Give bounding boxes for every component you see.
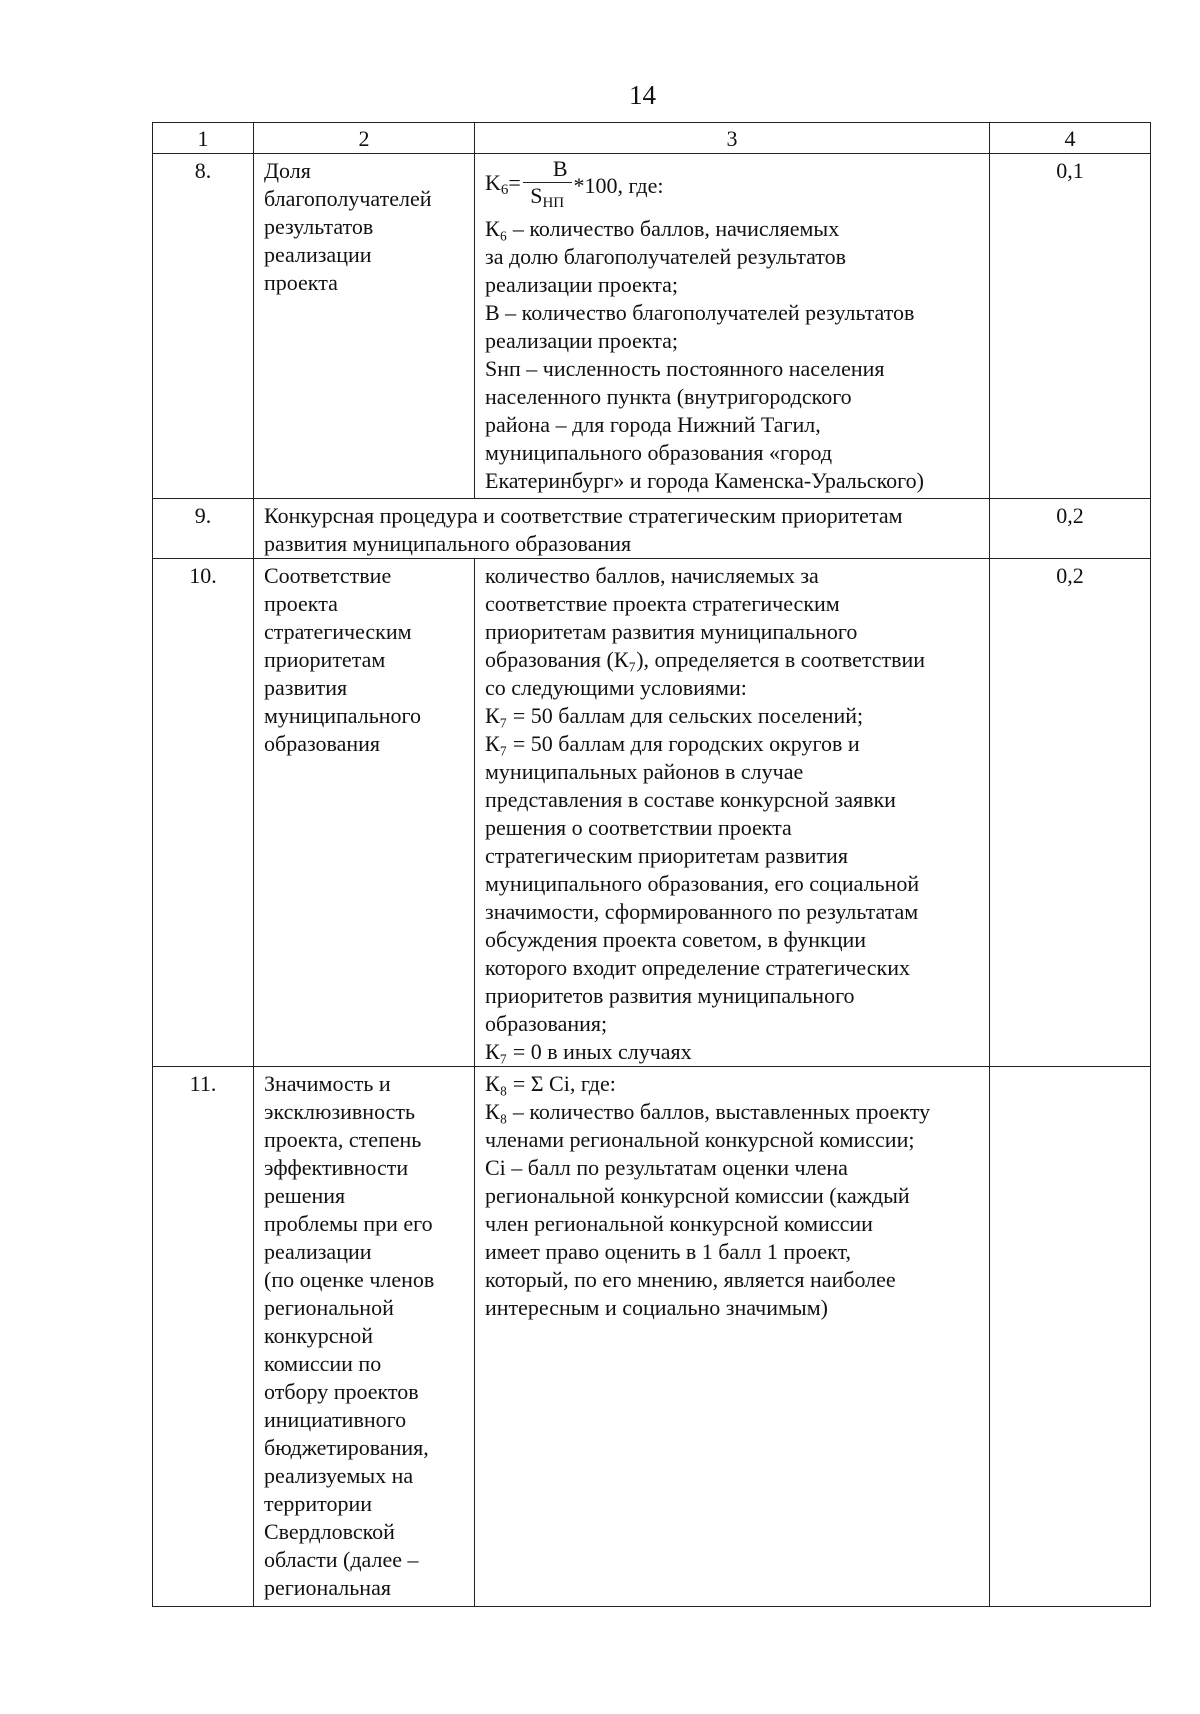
description-line: образования;	[485, 1011, 608, 1036]
criterion-name-line: Доля	[264, 158, 311, 183]
description-line: К₈ – количество баллов, выставленных проекту	[485, 1099, 931, 1124]
criterion-name-line: Значимость и	[264, 1071, 391, 1096]
criterion-name-line: (по оценке членов	[264, 1267, 435, 1292]
description-line: соответствие проекта стратегическим	[485, 591, 840, 616]
criterion-name-line: приоритетам	[264, 647, 386, 672]
criterion-name-line: инициативного	[264, 1407, 407, 1432]
criterion-name-line: реализации	[264, 1239, 372, 1264]
table-row-9	[153, 499, 1151, 559]
row-number-cell: 10.	[153, 559, 254, 1067]
criterion-name-cell	[254, 154, 475, 499]
calculation-cell	[475, 559, 990, 1067]
weight-cell: 0,1	[990, 154, 1151, 499]
weight-cell	[990, 1067, 1151, 1607]
description-line: реализации проекта;	[485, 272, 678, 297]
criterion-name-line: эксклюзивность	[264, 1099, 416, 1124]
description-line: Ci – балл по результатам оценки члена	[485, 1155, 848, 1180]
denominator-symbol: S	[530, 183, 543, 208]
description-line: обсуждения проекта советом, в функции	[485, 927, 867, 952]
description-line: В – количество благополучателей результатов	[485, 300, 915, 325]
description-line: К₇ = 50 баллам для городских округов и	[485, 731, 860, 756]
table-header-row	[153, 123, 1151, 154]
description-line: региональной конкурсной комиссии (каждый	[485, 1183, 910, 1208]
calculation-cell	[475, 1067, 990, 1607]
description-line: который, по его мнению, является наиболее	[485, 1267, 896, 1292]
formula-rhs: *100, где:	[573, 173, 664, 198]
criterion-name-line: конкурсной	[264, 1323, 374, 1348]
formula-fraction	[523, 156, 572, 216]
section-title-cell	[254, 499, 990, 559]
criterion-name-line: Свердловской	[264, 1519, 395, 1544]
description-line: имеет право оценить в 1 балл 1 проект,	[485, 1239, 852, 1264]
description-line: со следующими условиями:	[485, 675, 747, 700]
criterion-name-line: проекта	[264, 591, 338, 616]
table-row-8	[153, 154, 1151, 499]
weight-cell: 0,2	[990, 559, 1151, 1067]
formula-equals: =	[508, 169, 521, 195]
weight-cell: 0,2	[990, 499, 1151, 559]
criterion-name-cell	[254, 559, 475, 1067]
criterion-name-line: территории	[264, 1491, 373, 1516]
formula-lhs	[485, 169, 521, 204]
criterion-name-line: региональной	[264, 1295, 394, 1320]
description-line: значимости, сформированного по результатам	[485, 899, 919, 924]
row-number-cell: 8.	[153, 154, 254, 499]
description-line: К₈ = Σ Ci, где:	[485, 1071, 616, 1096]
description-line: членами региональной конкурсной комиссии;	[485, 1127, 915, 1152]
criterion-name-line: эффективности	[264, 1155, 409, 1180]
formula-lhs-subscript: 6	[500, 181, 509, 198]
description-line: решения о соответствии проекта	[485, 815, 792, 840]
formula-lhs-symbol: K	[485, 169, 501, 195]
criterion-name-line: благополучателей	[264, 186, 432, 211]
row-number-cell: 11.	[153, 1067, 254, 1607]
criterion-name-line: развития	[264, 675, 348, 700]
criterion-name-line: Соответствие	[264, 563, 392, 588]
description-line: Sнп – численность постоянного населения	[485, 356, 885, 381]
criterion-name-line: решения	[264, 1183, 346, 1208]
description-line: приоритетам развития муниципального	[485, 619, 858, 644]
header-cell-1: 1	[153, 123, 254, 154]
description-line: за долю благополучателей результатов	[485, 244, 847, 269]
row-number-cell: 9.	[153, 499, 254, 559]
description-line: Екатеринбург» и города Каменска-Уральского)	[485, 468, 924, 493]
header-cell-3: 3	[475, 123, 990, 154]
criterion-name-cell	[254, 1067, 475, 1607]
criterion-name-line: проблемы при его	[264, 1211, 433, 1236]
criterion-name-line: реализуемых на	[264, 1463, 414, 1488]
criterion-name-line: результатов	[264, 214, 374, 239]
description-line: населенного пункта (внутригородского	[485, 384, 852, 409]
criterion-name-line: проекта	[264, 270, 338, 295]
criterion-name-line: образования	[264, 731, 381, 756]
page-number: 14	[629, 80, 656, 110]
description-line: муниципального образования «город	[485, 440, 833, 465]
criterion-name-line: региональная	[264, 1575, 391, 1600]
description-line: количество баллов, начисляемых за	[485, 563, 819, 588]
criterion-name-line: стратегическим	[264, 619, 412, 644]
criterion-name-line: бюджетирования,	[264, 1435, 429, 1460]
k6-formula	[485, 157, 979, 215]
calculation-cell	[475, 154, 990, 499]
criterion-name-line: муниципального	[264, 703, 422, 728]
description-line: муниципального образования, его социальной	[485, 871, 920, 896]
criterion-name-line: отбору проектов	[264, 1379, 419, 1404]
header-cell-2: 2	[254, 123, 475, 154]
criteria-table	[152, 122, 1151, 1607]
description-line: района – для города Нижний Тагил,	[485, 412, 821, 437]
denominator-subscript: НП	[542, 195, 565, 211]
description-line: член региональной конкурсной комиссии	[485, 1211, 873, 1236]
criterion-name-line: реализации	[264, 242, 372, 267]
description-line: реализации проекта;	[485, 328, 678, 353]
description-line: муниципальных районов в случае	[485, 759, 804, 784]
description-line: К₇ = 50 баллам для сельских поселений;	[485, 703, 864, 728]
description-line: К₆ – количество баллов, начисляемых	[485, 216, 840, 241]
fraction-denominator	[526, 183, 568, 216]
description-line: стратегическим приоритетам развития	[485, 843, 848, 868]
criterion-name-line: области (далее –	[264, 1547, 419, 1572]
table-row-11	[153, 1067, 1151, 1607]
criterion-name-line: комиссии по	[264, 1351, 382, 1376]
table-row-10	[153, 559, 1151, 1067]
description-line: представления в составе конкурсной заявки	[485, 787, 896, 812]
description-line: К₇ = 0 в иных случаях	[485, 1039, 692, 1064]
description-line: образования (К₇), определяется в соответствии	[485, 647, 926, 672]
description-line: приоритетов развития муниципального	[485, 983, 855, 1008]
description-line: интересным и социально значимым)	[485, 1295, 828, 1320]
header-cell-4: 4	[990, 123, 1151, 154]
section-title-line: Конкурсная процедура и соответствие стратегическим приоритетам	[264, 503, 903, 528]
criterion-name-line: проекта, степень	[264, 1127, 422, 1152]
section-title-line: развития муниципального образования	[264, 531, 632, 556]
fraction-numerator: B	[523, 156, 572, 183]
description-line: которого входит определение стратегических	[485, 955, 910, 980]
